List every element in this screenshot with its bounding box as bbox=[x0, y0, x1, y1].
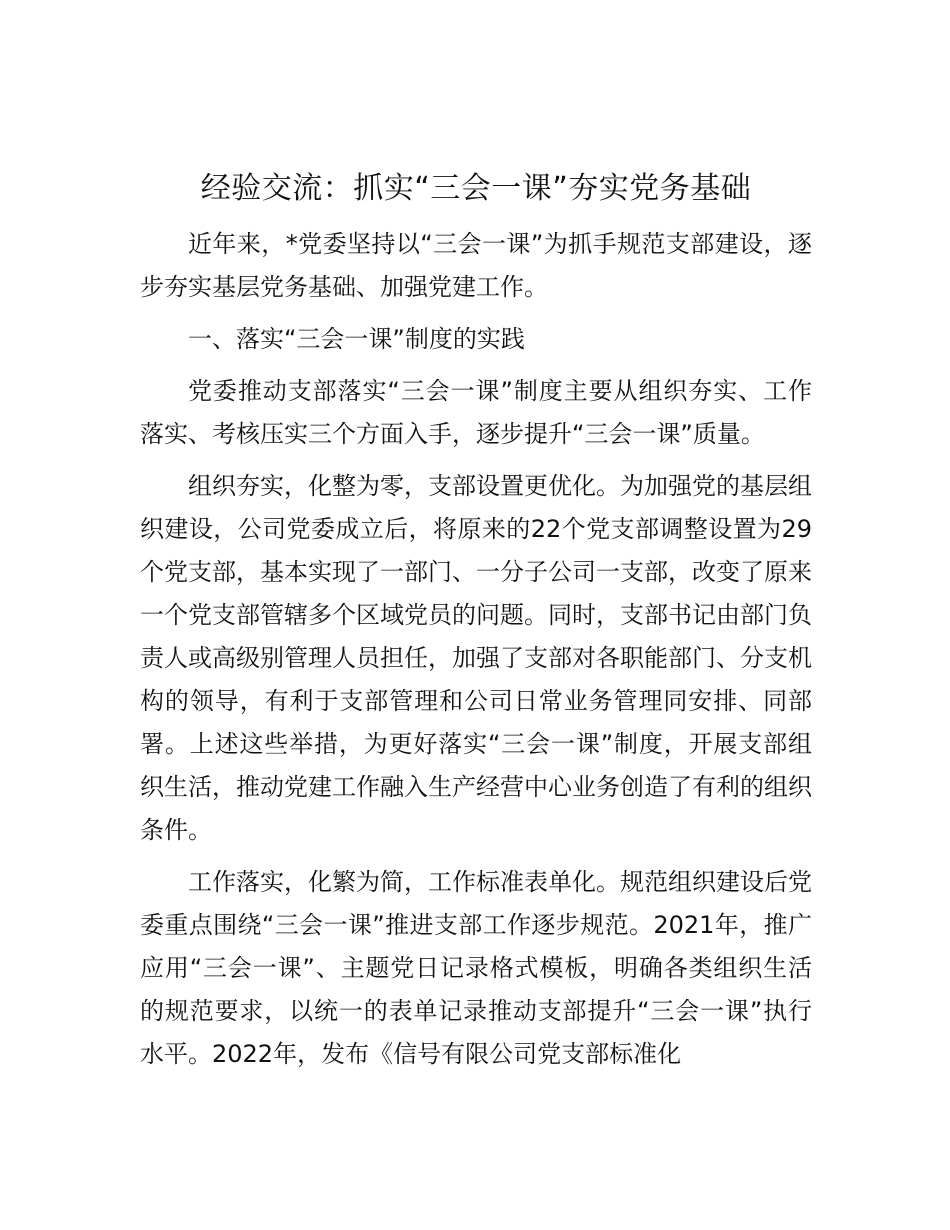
intro-paragraph: 近年来，*党委坚持以“三会一课”为抓手规范支部建设，逐步夯实基层党务基础、加强党建工作。 bbox=[140, 230, 812, 301]
body-paragraph-organization: 组织夯实，化整为零，支部设置更优化。为加强党的基层组织建设，公司党委成立后，将原来的22个党支部调整设置为29个党支部，基本实现了一部门、一分子公司一支部，改变了原来一个党支部管辖多个区域党员的问题。同时，支部书记由部门负责人或高级别管理人员担任，加强了支部对各职能部门、分支机构的领导，有利于支部管理和公司日常业务管理同安排、同部署。上述这些举措，为更好落实“三会一课”制度，开展支部组织生活，推动党建工作融入生产经营中心业务创造了有利的组织条件。 bbox=[140, 472, 812, 844]
document-page bbox=[140, 165, 812, 1085]
section-heading: 一、落实“三会一课”制度的实践 bbox=[188, 325, 525, 353]
document-title: 经验交流：抓实“三会一课”夯实党务基础 bbox=[200, 171, 752, 206]
body-paragraph-overview: 党委推动支部落实“三会一课”制度主要从组织夯实、工作落实、考核压实三个方面入手，逐步提升“三会一课”质量。 bbox=[140, 377, 812, 448]
body-paragraph-work: 工作落实，化繁为简，工作标准表单化。规范组织建设后党委重点围绕“三会一课”推进支部工作逐步规范。2021年，推广应用“三会一课”、主题党日记录格式模板，明确各类组织生活的规范要求，以统一的表单记录推动支部提升“三会一课”执行水平。2022年，发布《信号有限公司党支部标准化 bbox=[140, 868, 812, 1068]
